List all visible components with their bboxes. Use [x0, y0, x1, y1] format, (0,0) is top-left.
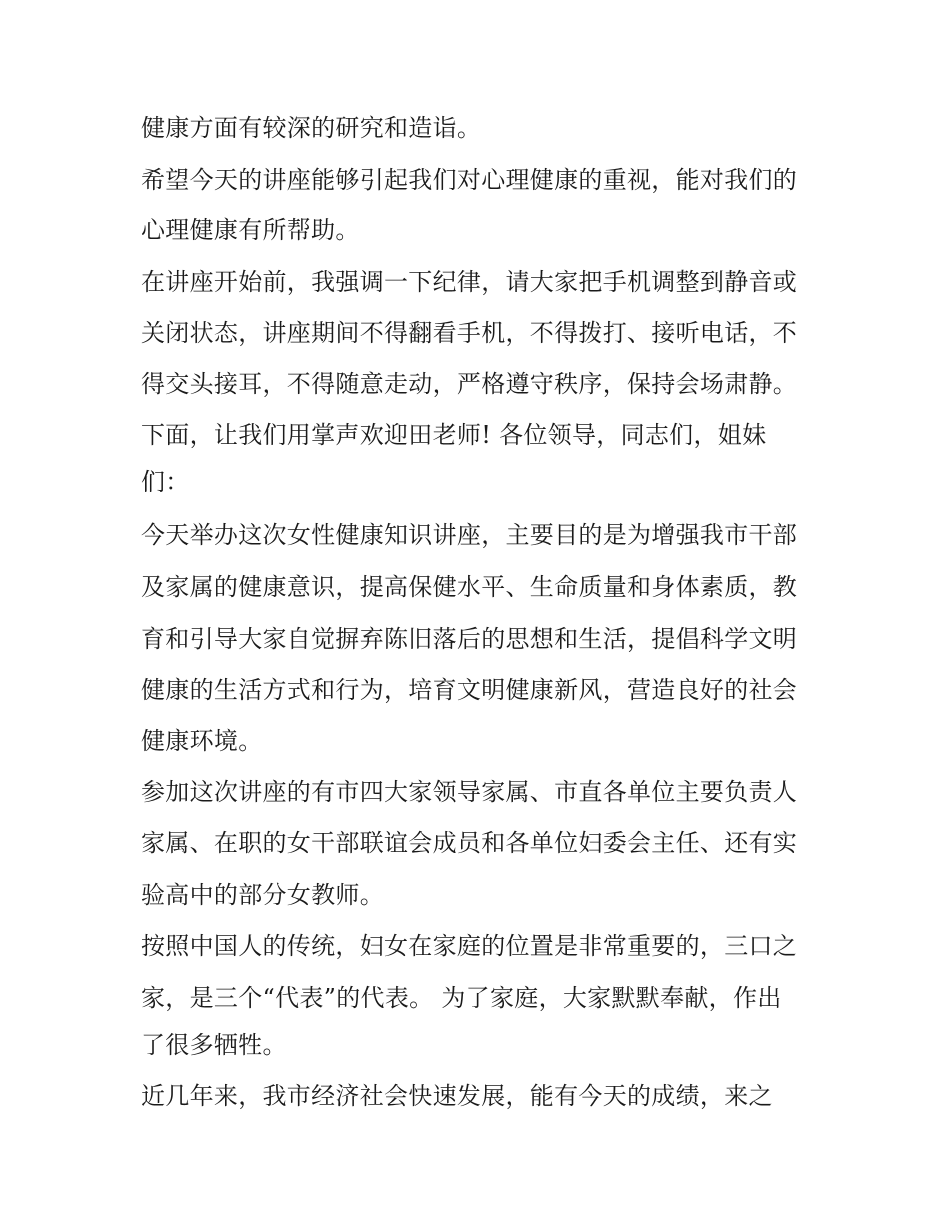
text-line: 按照中国人的传统，妇女在家庭的位置是非常重要的，三口之 — [141, 932, 798, 960]
text-line: 健康的生活方式和行为，培育文明健康新风，营造良好的社会 — [141, 676, 798, 704]
text-line: 家属、在职的女干部联谊会成员和各单位妇委会主任、还有实 — [141, 829, 798, 857]
text-line: 及家属的健康意识，提高保健水平、生命质量和身体素质，教 — [141, 573, 798, 601]
text-line: 验高中的部分女教师。 — [141, 881, 384, 909]
text-line: 得交头接耳，不得随意走动，严格遵守秩序，保持会场肃静。 — [141, 370, 798, 398]
text-line: 了很多牺牲。 — [141, 1031, 287, 1059]
text-line: 心理健康有所帮助。 — [141, 216, 360, 244]
text-line: 家，是三个“代表”的代表。 为了家庭，大家默默奉献，作出 — [141, 984, 782, 1012]
text-line: 健康环境。 — [141, 727, 263, 755]
text-line: 育和引导大家自觉摒弃陈旧落后的思想和生活，提倡科学文明 — [141, 625, 798, 653]
text-line: 在讲座开始前，我强调一下纪律，请大家把手机调整到静音或 — [141, 268, 798, 296]
text-line: 参加这次讲座的有市四大家领导家属、市直各单位主要负责人 — [141, 778, 798, 806]
text-line: 近几年来，我市经济社会快速发展，能有今天的成绩，来之 — [141, 1082, 773, 1110]
text-line: 今天举办这次女性健康知识讲座，主要目的是为增强我市干部 — [141, 521, 798, 549]
text-line: 健康方面有较深的研究和造诣。 — [141, 114, 482, 142]
text-line: 下面，让我们用掌声欢迎田老师! 各位领导，同志们，姐妹 — [141, 421, 767, 449]
text-line: 关闭状态，讲座期间不得翻看手机，不得拨打、接听电话，不 — [141, 319, 798, 347]
text-line: 们： — [141, 468, 190, 496]
text-line: 希望今天的讲座能够引起我们对心理健康的重视，能对我们的 — [141, 166, 798, 194]
